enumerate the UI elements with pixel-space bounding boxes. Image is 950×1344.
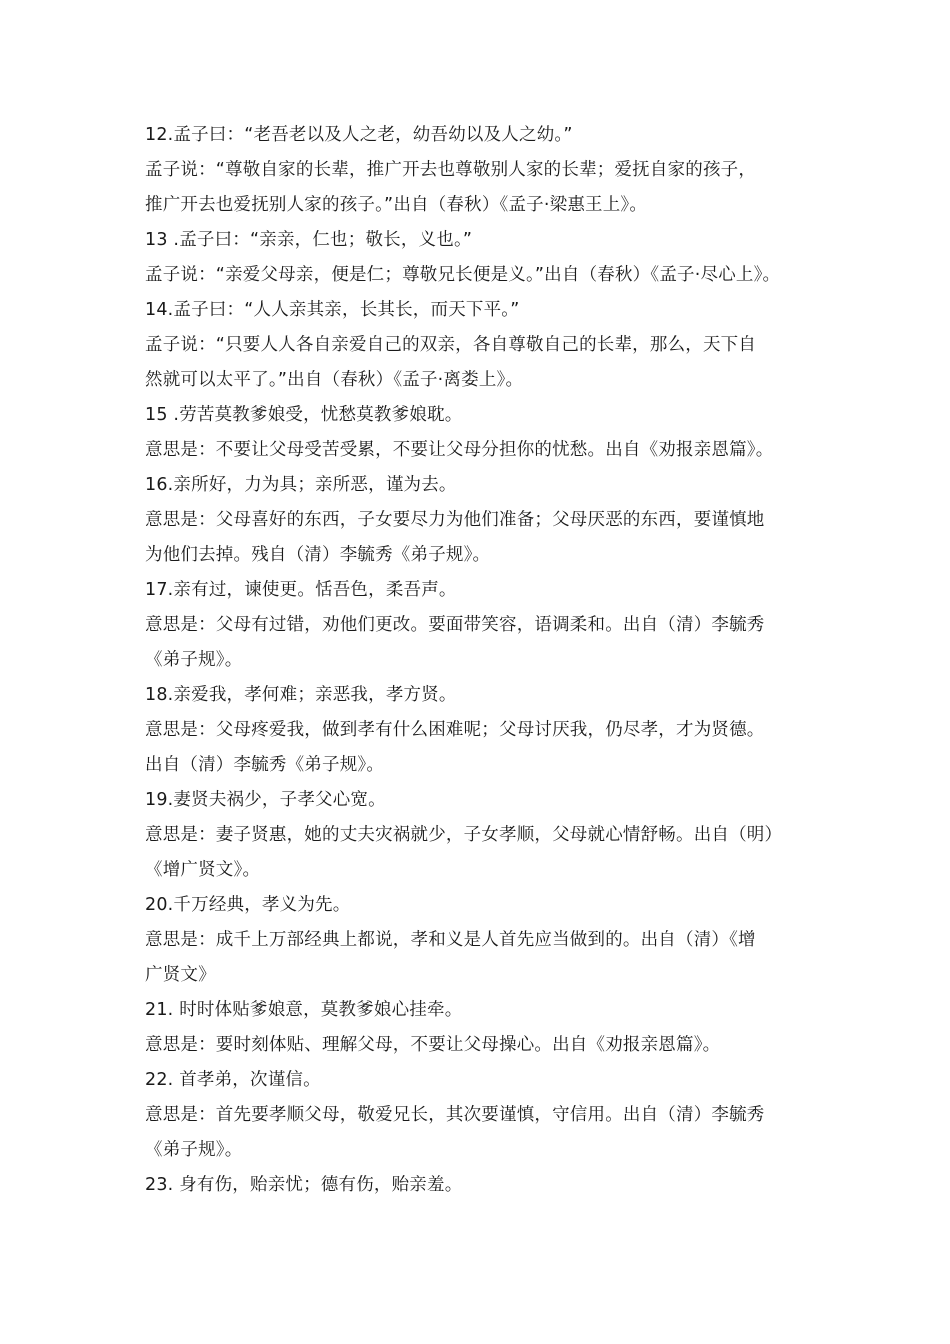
- text-line: 23. 身有伤，贻亲忧；德有伤，贻亲羞。: [145, 1175, 463, 1195]
- text-line: 20.千万经典，孝义为先。: [145, 895, 351, 915]
- text-line: 意思是：父母疼爱我，做到孝有什么困难呢；父母讨厌我，仍尽孝，才为贤德。: [145, 720, 765, 740]
- text-line: 然就可以太平了。”出自（春秋）《孟子·离娄上》。: [145, 370, 524, 390]
- text-line: 13 .孟子曰：“亲亲，仁也；敬长，义也。”: [145, 230, 473, 250]
- document-body: [145, 118, 815, 1203]
- text-line: 孟子说：“只要人人各自亲爱自己的双亲，各自尊敬自己的长辈，那么，天下自: [145, 335, 757, 355]
- text-line: 推广开去也爱抚别人家的孩子。”出自（春秋）《孟子·梁惠王上》。: [145, 195, 648, 215]
- text-line: 21. 时时体贴爹娘意，莫教爹娘心挂牵。: [145, 1000, 463, 1020]
- text-line: 18.亲爱我，孝何难；亲恶我，孝方贤。: [145, 685, 457, 705]
- text-line: 意思是：妻子贤惠，她的丈夫灾祸就少，子女孝顺，父母就心情舒畅。出自（明）: [145, 825, 783, 845]
- text-line: 意思是：父母有过错，劝他们更改。要面带笑容，语调柔和。出自（清）李毓秀: [145, 615, 765, 635]
- text-line: 意思是：成千上万部经典上都说，孝和义是人首先应当做到的。出自（清）《增: [145, 930, 756, 950]
- text-line: 14.孟子曰：“人人亲其亲，长其长，而天下平。”: [145, 300, 520, 320]
- text-line: 孟子说：“尊敬自家的长辈，推广开去也尊敬别人家的长辈；爱抚自家的孩子，: [145, 160, 757, 180]
- text-line: 19.妻贤夫祸少，子孝父心宽。: [145, 790, 386, 810]
- text-line: 孟子说：“亲爱父母亲，便是仁；尊敬兄长便是义。”出自（春秋）《孟子·尽心上》。: [145, 265, 781, 285]
- text-line: 22. 首孝弟，次谨信。: [145, 1070, 321, 1090]
- text-line: 《弟子规》。: [145, 650, 243, 670]
- text-line: 意思是：不要让父母受苦受累，不要让父母分担你的忧愁。出自《劝报亲恩篇》。: [145, 440, 774, 460]
- text-line: 出自（清）李毓秀《弟子规》。: [145, 755, 385, 775]
- text-line: 16.亲所好，力为具；亲所恶，谨为去。: [145, 475, 457, 495]
- text-line: 意思是：要时刻体贴、理解父母，不要让父母操心。出自《劝报亲恩篇》。: [145, 1035, 721, 1055]
- text-line: 广贤文》: [145, 965, 216, 985]
- text-line: 为他们去掉。残自（清）李毓秀《弟子规》。: [145, 545, 491, 565]
- text-line: 《增广贤文》。: [145, 860, 261, 880]
- text-line: 15 .劳苦莫教爹娘受，忧愁莫教爹娘耽。: [145, 405, 463, 425]
- text-line: 17.亲有过，谏使更。恬吾色，柔吾声。: [145, 580, 457, 600]
- text-line: 意思是：首先要孝顺父母，敬爱兄长，其次要谨慎，守信用。出自（清）李毓秀: [145, 1105, 765, 1125]
- text-line: 12.孟子曰：“老吾老以及人之老，幼吾幼以及人之幼。”: [145, 125, 573, 145]
- text-line: 意思是：父母喜好的东西，子女要尽力为他们准备；父母厌恶的东西，要谨慎地: [145, 510, 765, 530]
- text-line: 《弟子规》。: [145, 1140, 243, 1160]
